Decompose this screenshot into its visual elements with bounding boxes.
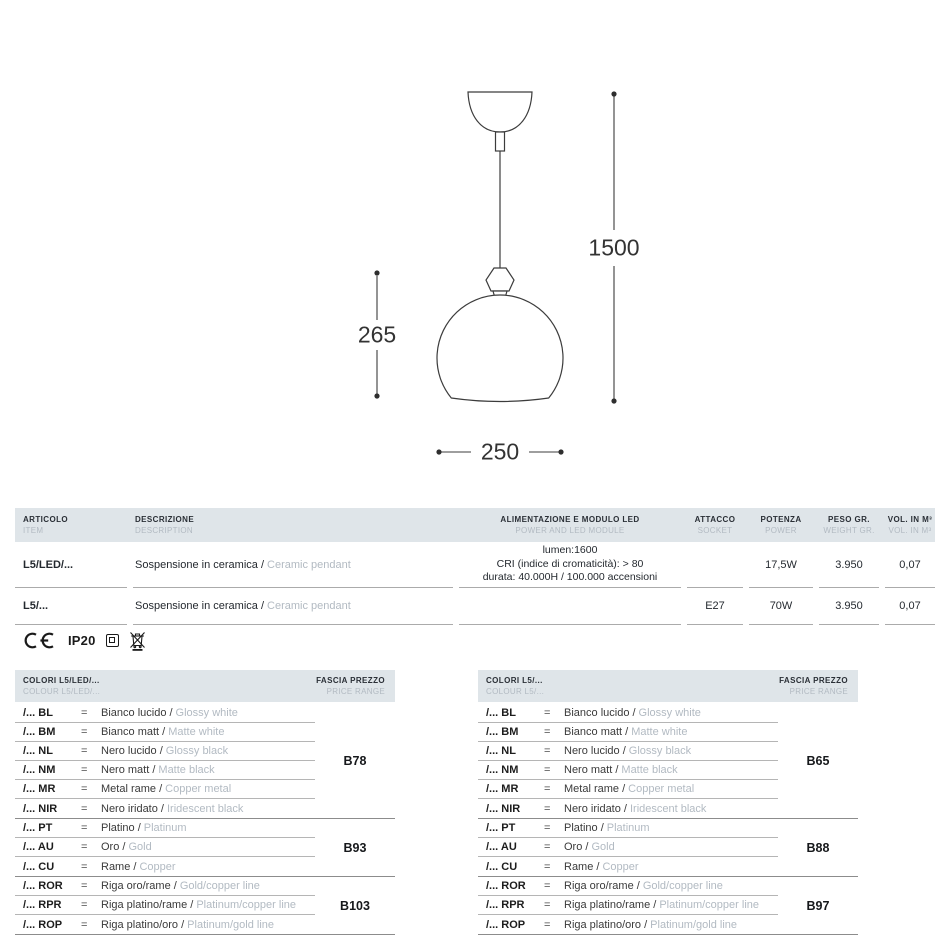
color-description [564, 822, 778, 834]
price-range-header [316, 675, 385, 702]
color-row [478, 857, 778, 876]
color-name-it: Nero lucido / [101, 745, 163, 757]
color-row [478, 761, 778, 780]
color-description [101, 841, 315, 853]
cell-alimentazione [459, 588, 681, 625]
color-code: /... CU [486, 860, 518, 873]
socket-value: E27 [705, 600, 725, 612]
col-header-en: WEIGHT GR. [823, 526, 875, 535]
equals-sign: = [544, 918, 551, 931]
product-spec-table [15, 508, 935, 625]
cell-potenza [749, 588, 813, 625]
col-header-it: ATTACCO [694, 515, 736, 524]
color-row [15, 896, 315, 915]
equals-sign: = [81, 726, 88, 738]
canopy-stem [496, 132, 505, 151]
color-name-it: Nero matt / [564, 764, 619, 776]
col-header-potenza [749, 514, 813, 542]
color-name-it: Riga platino/oro / [564, 918, 648, 931]
color-row [478, 838, 778, 857]
knob-hexagon [486, 268, 514, 291]
double-insulation-icon [106, 634, 119, 647]
color-name-en: Platinum/gold line [650, 918, 738, 931]
equals-sign: = [544, 745, 551, 757]
equals-sign: = [544, 707, 551, 719]
equals-sign: = [81, 918, 88, 931]
equals-sign: = [81, 783, 88, 795]
equals-sign: = [81, 841, 88, 853]
colori-label: COLORI L5/... [486, 676, 543, 685]
cell-attacco [687, 588, 743, 625]
description-en: Ceramic pendant [267, 558, 351, 571]
power-value: 70W [769, 600, 793, 612]
spec-row-standard [15, 588, 935, 625]
equals-sign: = [81, 764, 88, 776]
dim-dot [558, 449, 563, 454]
color-code: /... NL [486, 745, 516, 757]
color-name-it: Metal rame / [564, 783, 626, 795]
dim-dot [611, 91, 616, 96]
canopy-shape [468, 92, 532, 132]
col-header-en: DESCRIPTION [135, 526, 193, 535]
color-code: /... PT [486, 822, 516, 834]
colour-label: COLOUR L5/LED/... [23, 687, 101, 696]
color-table-title [23, 675, 100, 702]
equals-sign: = [81, 860, 88, 873]
price-group [15, 704, 395, 819]
color-row [478, 799, 778, 818]
ce-mark-icon [22, 632, 58, 649]
col-header-descrizione [133, 514, 453, 542]
equals-sign: = [81, 880, 88, 892]
cell-alimentazione [459, 542, 681, 588]
col-header-it: ALIMENTAZIONE E MODULO LED [500, 515, 640, 524]
color-name-it: Riga platino/rame / [101, 899, 194, 911]
color-name-it: Bianco lucido / [101, 707, 173, 719]
color-name-it: Riga oro/rame / [564, 880, 640, 892]
color-row [478, 723, 778, 742]
color-code: /... ROP [23, 918, 63, 931]
equals-sign: = [544, 726, 551, 738]
equals-sign: = [81, 707, 88, 719]
color-code: /... RPR [23, 899, 62, 911]
color-name-en: Copper [139, 860, 176, 873]
color-name-it: Bianco matt / [564, 726, 629, 738]
description-en: Ceramic pendant [267, 600, 351, 612]
price-range-value: B78 [343, 754, 367, 768]
description-it: Sospensione in ceramica / [135, 600, 265, 612]
equals-sign: = [81, 745, 88, 757]
price-range-label: PRICE RANGE [789, 687, 848, 696]
color-name-it: Nero iridato / [564, 802, 627, 815]
volume-value: 0,07 [899, 558, 921, 571]
color-name-it: Riga platino/rame / [564, 899, 657, 911]
led-spec-line: lumen:1600 [542, 544, 598, 557]
dim-shade-width-label: 250 [477, 439, 523, 466]
price-range-value: B65 [806, 754, 830, 768]
color-code: /... ROR [486, 880, 526, 892]
color-name-en: Glossy black [165, 745, 229, 757]
color-code: /... NIR [23, 802, 58, 815]
color-code: /... ROR [23, 880, 63, 892]
color-name-it: Oro / [101, 841, 126, 853]
cell-peso [819, 542, 879, 588]
color-code: /... AU [486, 841, 517, 853]
color-description [564, 803, 778, 815]
led-spec-line: durata: 40.000H / 100.000 accensioni [482, 571, 658, 584]
price-range-header [779, 675, 848, 702]
color-code: /... BM [486, 726, 519, 738]
color-name-en: Copper metal [165, 783, 232, 795]
color-row [15, 838, 315, 857]
color-row [15, 799, 315, 818]
color-name-en: Platinum/copper line [196, 899, 296, 911]
color-code: /... ROP [486, 918, 526, 931]
color-description [101, 880, 315, 892]
color-code: /... NIR [486, 802, 521, 815]
color-rows [15, 704, 315, 818]
color-name-it: Riga oro/rame / [101, 880, 177, 892]
color-code: /... BL [486, 707, 516, 719]
color-table-body [15, 704, 395, 935]
col-header-en: VOL. IN M³ [888, 526, 932, 535]
description-it: Sospensione in ceramica / [135, 558, 265, 571]
color-description [564, 919, 778, 931]
cell-articolo [15, 542, 127, 588]
color-name-en: Platinum [143, 822, 187, 834]
col-header-it: ARTICOLO [23, 515, 68, 524]
color-name-en: Glossy white [175, 707, 238, 719]
equals-sign: = [544, 880, 551, 892]
color-table-led-version [15, 670, 395, 935]
col-header-en: POWER [765, 526, 797, 535]
weight-value: 3.950 [835, 558, 863, 571]
volume-value: 0,07 [899, 600, 921, 612]
price-range-value: B88 [806, 840, 830, 855]
color-description [564, 880, 778, 892]
equals-sign: = [81, 822, 88, 834]
color-table-title [486, 675, 544, 702]
color-name-en: Matte white [168, 726, 225, 738]
color-code: /... BM [23, 726, 56, 738]
color-code: /... NL [23, 745, 53, 757]
dim-dot [611, 398, 616, 403]
color-description [101, 803, 315, 815]
price-group [15, 877, 395, 935]
cell-potenza [749, 542, 813, 588]
color-description [564, 764, 778, 776]
price-group [478, 704, 858, 819]
equals-sign: = [544, 802, 551, 815]
color-name-en: Matte white [631, 726, 688, 738]
color-row [478, 742, 778, 761]
color-row [478, 819, 778, 838]
equals-sign: = [544, 841, 551, 853]
color-description [101, 707, 315, 719]
cell-vol [885, 588, 935, 625]
col-header-it: POTENZA [760, 515, 802, 524]
color-name-en: Gold [591, 841, 615, 853]
price-group [478, 819, 858, 877]
color-name-en: Matte black [621, 764, 678, 776]
color-row [15, 857, 315, 876]
color-name-it: Riga platino/oro / [101, 918, 185, 931]
color-name-en: Iridescent black [166, 802, 244, 815]
cell-vol [885, 542, 935, 588]
color-description [564, 745, 778, 757]
color-name-it: Metal rame / [101, 783, 163, 795]
weight-value: 3.950 [835, 600, 863, 612]
color-row [478, 780, 778, 799]
color-rows [15, 877, 315, 934]
col-header-alimentazione [459, 514, 681, 542]
color-row [478, 704, 778, 723]
color-name-it: Bianco lucido / [564, 707, 636, 719]
color-code: /... AU [23, 841, 54, 853]
color-name-en: Platinum [606, 822, 650, 834]
equals-sign: = [544, 860, 551, 873]
led-spec-line: CRI (indice di cromaticità): > 80 [496, 557, 644, 570]
color-name-it: Platino / [564, 822, 604, 834]
color-description [564, 861, 778, 873]
color-name-en: Glossy white [638, 707, 701, 719]
price-group [15, 819, 395, 877]
col-header-en: ITEM [23, 526, 44, 535]
spec-row-led [15, 542, 935, 588]
color-description [564, 899, 778, 911]
color-name-en: Copper metal [628, 783, 695, 795]
color-description [101, 726, 315, 738]
color-name-en: Gold/copper line [179, 880, 260, 892]
color-description [101, 861, 315, 873]
fascia-prezzo-label: FASCIA PREZZO [316, 676, 385, 685]
color-table-header [15, 670, 395, 702]
cell-attacco [687, 542, 743, 588]
item-code: L5/... [23, 600, 49, 612]
color-description [101, 783, 315, 795]
color-code: /... BL [23, 707, 53, 719]
color-name-en: Iridescent black [629, 802, 707, 815]
col-header-peso [819, 514, 879, 542]
color-code: /... NM [23, 764, 56, 776]
color-code: /... RPR [486, 899, 525, 911]
color-name-en: Copper [602, 860, 639, 873]
color-description [564, 707, 778, 719]
price-group [478, 877, 858, 935]
certification-marks [22, 629, 146, 651]
color-row [15, 723, 315, 742]
color-row [15, 915, 315, 934]
col-header-vol [885, 514, 935, 542]
equals-sign: = [81, 802, 88, 815]
color-name-it: Rame / [564, 860, 600, 873]
col-header-en: POWER AND LED MODULE [515, 526, 625, 535]
color-name-it: Platino / [101, 822, 141, 834]
color-name-en: Matte black [158, 764, 215, 776]
color-name-en: Gold [128, 841, 152, 853]
color-description [564, 841, 778, 853]
col-header-it: DESCRIZIONE [135, 515, 195, 524]
dim-shade-height-label: 265 [354, 322, 400, 349]
fascia-prezzo-label: FASCIA PREZZO [779, 676, 848, 685]
color-name-en: Gold/copper line [642, 880, 723, 892]
price-range-value: B103 [340, 898, 370, 913]
col-header-attacco [687, 514, 743, 542]
price-range-label: PRICE RANGE [326, 687, 385, 696]
ip-rating-label: IP20 [68, 632, 96, 648]
cell-articolo [15, 588, 127, 625]
color-code: /... MR [23, 783, 56, 795]
dim-dot [374, 270, 379, 275]
color-description [101, 764, 315, 776]
equals-sign: = [544, 783, 551, 795]
color-row [478, 877, 778, 896]
color-description [101, 822, 315, 834]
price-range-value: B93 [343, 840, 367, 855]
equals-sign: = [544, 899, 551, 911]
price-range-value: B97 [806, 898, 830, 913]
color-row [15, 761, 315, 780]
cell-descrizione [133, 588, 453, 625]
color-code: /... PT [23, 822, 53, 834]
color-row [15, 819, 315, 838]
color-name-en: Glossy black [628, 745, 692, 757]
spec-table-header [15, 508, 935, 542]
color-name-it: Nero iridato / [101, 802, 164, 815]
color-table-body [478, 704, 858, 935]
weee-crossed-bin-icon [129, 630, 146, 651]
color-name-it: Oro / [564, 841, 589, 853]
color-name-it: Bianco matt / [101, 726, 166, 738]
color-row [15, 704, 315, 723]
shade-sphere [437, 295, 563, 401]
color-description [101, 745, 315, 757]
color-name-en: Platinum/gold line [187, 918, 275, 931]
equals-sign: = [81, 899, 88, 911]
color-rows [478, 704, 778, 818]
color-code: /... NM [486, 764, 519, 776]
cell-peso [819, 588, 879, 625]
color-code: /... MR [486, 783, 519, 795]
color-description [101, 919, 315, 931]
color-rows [15, 819, 315, 876]
dim-total-height-label: 1500 [584, 235, 643, 262]
colour-label: COLOUR L5/... [486, 687, 545, 696]
color-description [564, 783, 778, 795]
color-row [478, 915, 778, 934]
col-header-en: SOCKET [697, 526, 733, 535]
color-row [15, 742, 315, 761]
color-name-it: Nero lucido / [564, 745, 626, 757]
color-description [564, 726, 778, 738]
dim-dot [374, 393, 379, 398]
cell-descrizione [133, 542, 453, 588]
col-header-it: VOL. IN M³ [887, 515, 933, 524]
equals-sign: = [544, 822, 551, 834]
color-row [15, 877, 315, 896]
color-name-it: Nero matt / [101, 764, 156, 776]
color-rows [478, 819, 778, 876]
color-row [15, 780, 315, 799]
color-description [101, 899, 315, 911]
color-row [478, 896, 778, 915]
color-code: /... CU [23, 860, 55, 873]
color-table-standard-version [478, 670, 858, 935]
equals-sign: = [544, 764, 551, 776]
item-code: L5/LED/... [23, 558, 74, 571]
power-value: 17,5W [765, 558, 797, 571]
color-name-it: Rame / [101, 860, 137, 873]
col-header-articolo [15, 514, 127, 542]
color-rows [478, 877, 778, 934]
color-name-en: Platinum/copper line [659, 899, 759, 911]
colori-label: COLORI L5/LED/... [23, 676, 100, 685]
dim-dot [436, 449, 441, 454]
col-header-it: PESO GR. [828, 515, 870, 524]
color-table-header [478, 670, 858, 702]
